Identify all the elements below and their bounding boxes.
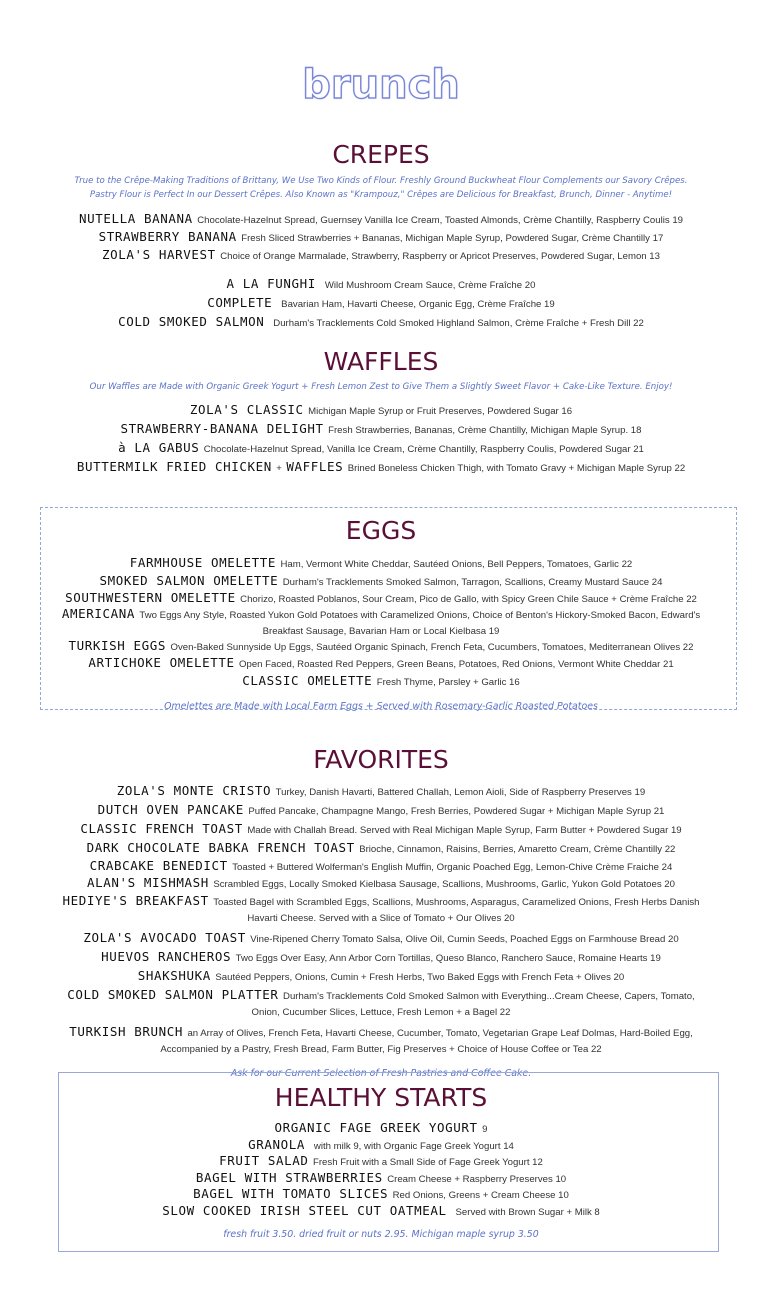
menu-item [0,420,762,439]
menu-item [0,875,762,892]
item-name: ORGANIC FAGE GREEK YOGURT [274,1120,478,1135]
item-desc: Served with Brown Sugar + Milk 8 [455,1206,600,1218]
item-name: NUTELLA BANANA [79,211,193,226]
menu-item [0,858,762,875]
item-desc: Fresh Sliced Strawberries + Bananas, Michigan Maple Syrup, Powdered Sugar, Crème Chantilly 17 [241,233,664,244]
menu-item [0,929,762,948]
menu-item [0,211,762,229]
item-desc: Chocolate-Hazelnut Spread, Guernsey Vanilla Ice Cream, Toasted Almonds, Crème Chantilly, Raspberry Coulis 19 [197,215,683,226]
item-name: STRAWBERRY-BANANA DELIGHT [120,421,324,436]
item-name: ALAN'S MISHMASH [87,875,209,890]
item-desc: Red Onions, Greens + Cream Cheese 10 [392,1190,569,1201]
menu-item [0,1138,762,1155]
menu-item [0,801,762,820]
item-desc: Ham, Vermont White Cheddar, Sautéed Onions, Bell Peppers, Tomatoes, Garlic 22 [280,559,633,570]
crepes-intro-1: True to the Crêpe-Making Traditions of Brittany, We Use Two Kinds of Flour. Freshly Ground Buckwheat Flour Complements our Savory Crêpes. [74,176,688,186]
item-plus: + [276,463,282,474]
item-desc: Toasted Bagel with Scrambled Eggs, Scallions, Mushrooms, Asparagus, Caramelized Onions, Fresh Herbs Danish Havarti Cheese. Served with a Slice of Tomato + Our Olives 20 [213,897,700,924]
item-name: ARTICHOKE OMELETTE [88,655,235,670]
menu-item [0,655,762,672]
item-name: HUEVOS RANCHEROS [101,949,232,964]
crepes-title: CREPES [332,140,430,169]
crepes-intro-2: Pastry Flour is Perfect In our Dessert Crêpes. Also Known as "Krampouz," Crêpes are Delicious for Breakfast, Brunch, Dinner - Anytime! [89,190,673,200]
item-name: FARMHOUSE OMELETTE [129,555,277,570]
menu-item [0,458,762,477]
menu-item [0,1021,762,1056]
item-name: COLD SMOKED SALMON PLATTER [67,987,279,1002]
item-name: CRABCAKE BENEDICT [89,858,228,873]
item-name: SOUTHWESTERN OMELETTE [65,590,236,605]
menu-item [0,294,762,313]
menu-item [0,1154,762,1171]
healthy-note: fresh fruit 3.50. dried fruit or nuts 2.95. Michigan maple syrup 3.50 [223,1229,539,1240]
item-name: FRUIT SALAD [219,1153,309,1168]
item-desc: Toasted + Buttered Wolferman's English Muffin, Organic Poached Egg, Lemon-Chive Crème Fraiche 24 [232,862,673,873]
item-desc: Turkey, Danish Havarti, Battered Challah, Lemon Aioli, Side of Raspberry Preserves 19 [275,787,646,798]
item-name: HEDIYE'S BREAKFAST [62,893,209,908]
menu-item [0,573,762,591]
item-desc: Wild Mushroom Cream Sauce, Crème Fraîche 20 [324,280,536,291]
menu-item [0,892,762,927]
item-desc: Open Faced, Roasted Red Peppers, Green Beans, Potatoes, Red Onions, Vermont White Cheddar 21 [239,659,674,670]
menu-item [0,948,762,967]
menu-item [0,1171,762,1188]
item-name: CLASSIC OMELETTE [242,673,373,688]
item-desc: Chorizo, Roasted Poblanos, Sour Cream, Pico de Gallo, with Spicy Green Chile Sauce + Crème Fraîche 22 [240,594,697,605]
item-name: A LA FUNGHI [226,276,316,291]
item-name: TURKISH EGGS [68,638,167,653]
item-desc: Chocolate-Hazelnut Spread, Vanilla Ice Cream, Crème Chantilly, Raspberry Coulis, Powdered Sugar 21 [203,444,644,455]
item-desc: Made with Challah Bread. Served with Real Michigan Maple Syrup, Farm Butter + Powdered Sugar 19 [247,825,682,836]
eggs-section [0,516,762,712]
item-desc: Michigan Maple Syrup or Fruit Preserves, Powdered Sugar 16 [308,406,573,417]
menu-item [0,967,762,986]
healthy-section [0,1083,762,1240]
menu-item [0,401,762,420]
item-desc: Two Eggs Any Style, Roasted Yukon Gold Potatoes with Caramelized Onions, Choice of Benton's Hickory-Smoked Bacon, Edward's Breakfast Sausage, Bavarian Ham or Local Kielbasa 19 [139,610,701,637]
item-desc: Oven-Baked Sunnyside Up Eggs, Sautéed Organic Spinach, French Feta, Cucumbers, Tomatoes, Mediterranean Olives 22 [170,642,694,653]
item-name: DARK CHOCOLATE BABKA FRENCH TOAST [86,840,355,855]
menu-item [0,439,762,458]
menu-item [0,638,762,655]
item-desc: 9 [482,1124,488,1135]
item-desc: Bavarian Ham, Havarti Cheese, Organic Egg, Crème Fraîche 19 [281,299,555,310]
item-desc: with milk 9, with Organic Fage Greek Yogurt 14 [313,1140,514,1152]
item-desc: Puffed Pancake, Champagne Mango, Fresh Berries, Powdered Sugar + Michigan Maple Syrup 21 [248,806,665,817]
menu-item [0,607,762,638]
menu-item [0,1204,762,1221]
menu-item [0,313,762,332]
menu-item [0,839,762,858]
item-name: ZOLA'S HARVEST [102,247,216,262]
item-desc: Vine-Ripened Cherry Tomato Salsa, Olive Oil, Cumin Seeds, Poached Eggs on Farmhouse Bread 20 [250,934,679,945]
item-name: SMOKED SALMON OMELETTE [99,573,279,588]
menu-item [0,672,762,691]
item-name: STRAWBERRY BANANA [98,229,237,244]
menu-item [0,782,762,801]
item-name: SLOW COOKED IRISH STEEL CUT OATMEAL [162,1202,447,1218]
item-name: DUTCH OVEN PANCAKE [97,802,244,817]
favorites-section [0,745,762,1079]
item-desc: an Array of Olives, French Feta, Havarti Cheese, Cucumber, Tomato, Vegetarian Grape Leaf Dolmas, Hard-Boiled Egg, Accompanied by a Pastry, Fresh Bread, Farm Butter, Fig Preserves + Choice of House Coffee or Tea 22 [160,1028,693,1055]
menu-item [0,591,762,607]
menu-item [0,820,762,839]
item-desc: Cream Cheese + Raspberry Preserves 10 [387,1173,567,1185]
menu-item [0,1121,762,1138]
item-name: BAGEL WITH STRAWBERRIES [195,1169,383,1185]
item-desc: Brioche, Cinnamon, Raisins, Berries, Amaretto Cream, Crème Chantilly 22 [359,844,676,855]
item-name: ZOLA'S MONTE CRISTO [116,783,272,798]
menu-item [0,229,762,247]
eggs-title: EGGS [345,516,417,545]
item-desc: Two Eggs Over Easy, Ann Arbor Corn Tortillas, Queso Blanco, Ranchero Sauce, Romaine Hearts 19 [235,953,661,964]
item-desc: Durham's Tracklements Cold Smoked Salmon with Everything...Cream Cheese, Capers, Tomato, Onion, Cucumber Slices, Lettuce, Fresh Lemon + a Bagel 22 [251,991,695,1018]
page-title: brunch [302,62,460,108]
waffles-section [0,347,762,477]
item-desc: Fresh Strawberries, Bananas, Crème Chantilly, Michigan Maple Syrup. 18 [328,425,642,436]
item-name: ZOLA'S CLASSIC [189,402,304,417]
item-name: à LA GABUS [118,440,200,455]
healthy-title: HEALTHY STARTS [274,1083,488,1112]
item-desc: Sautéed Peppers, Onions, Cumin + Fresh Herbs, Two Baked Eggs with French Feta + Olives 20 [215,972,625,983]
menu-item [0,555,762,573]
item-name: ZOLA'S AVOCADO TOAST [83,930,246,945]
item-desc: Brined Boneless Chicken Thigh, with Tomato Gravy + Michigan Maple Syrup 22 [347,463,686,474]
item-name: BUTTERMILK FRIED CHICKEN [76,459,272,474]
menu-item [0,986,762,1021]
item-name: SHAKSHUKA [137,968,211,983]
item-name: BAGEL WITH TOMATO SLICES [193,1186,389,1201]
item-desc: Durham's Tracklements Smoked Salmon, Tarragon, Scallions, Creamy Mustard Sauce 24 [282,577,663,588]
item-name: TURKISH BRUNCH [69,1024,183,1039]
item-desc: Scrambled Eggs, Locally Smoked Kielbasa Sausage, Scallions, Mushrooms, Garlic, Yukon Gold Potatoes 20 [213,879,675,890]
item-name: WAFFLES [286,459,344,474]
item-desc: Fresh Thyme, Parsley + Garlic 16 [376,677,520,688]
item-name: CLASSIC FRENCH TOAST [80,821,243,836]
waffles-intro: Our Waffles are Made with Organic Greek Yogurt + Fresh Lemon Zest to Give Them a Slightly Sweet Flavor + Cake-Like Texture. Enjoy! [89,382,673,392]
item-name: AMERICANA [61,606,135,621]
menu-item [0,275,762,294]
item-name: COMPLETE [207,295,273,310]
item-name: GRANOLA [248,1136,306,1152]
favorites-note: Ask for our Current Selection of Fresh Pastries and Coffee Cake. [230,1068,532,1079]
item-name: COLD SMOKED SALMON [118,314,265,329]
item-desc: Fresh Fruit with a Small Side of Fage Greek Yogurt 12 [313,1157,543,1168]
item-desc: Durham's Tracklements Cold Smoked Highland Salmon, Crème Fraîche + Fresh Dill 22 [273,318,644,329]
waffles-title: WAFFLES [323,347,439,376]
menu-item [0,1187,762,1204]
eggs-note: Omelettes are Made with Local Farm Eggs + Served with Rosemary-Garlic Roasted Potatoes [164,701,598,712]
favorites-title: FAVORITES [313,745,449,774]
crepes-section [0,140,762,332]
item-desc: Choice of Orange Marmalade, Strawberry, Raspberry or Apricot Preserves, Powdered Sugar, Lemon 13 [220,251,660,262]
menu-item [0,247,762,265]
